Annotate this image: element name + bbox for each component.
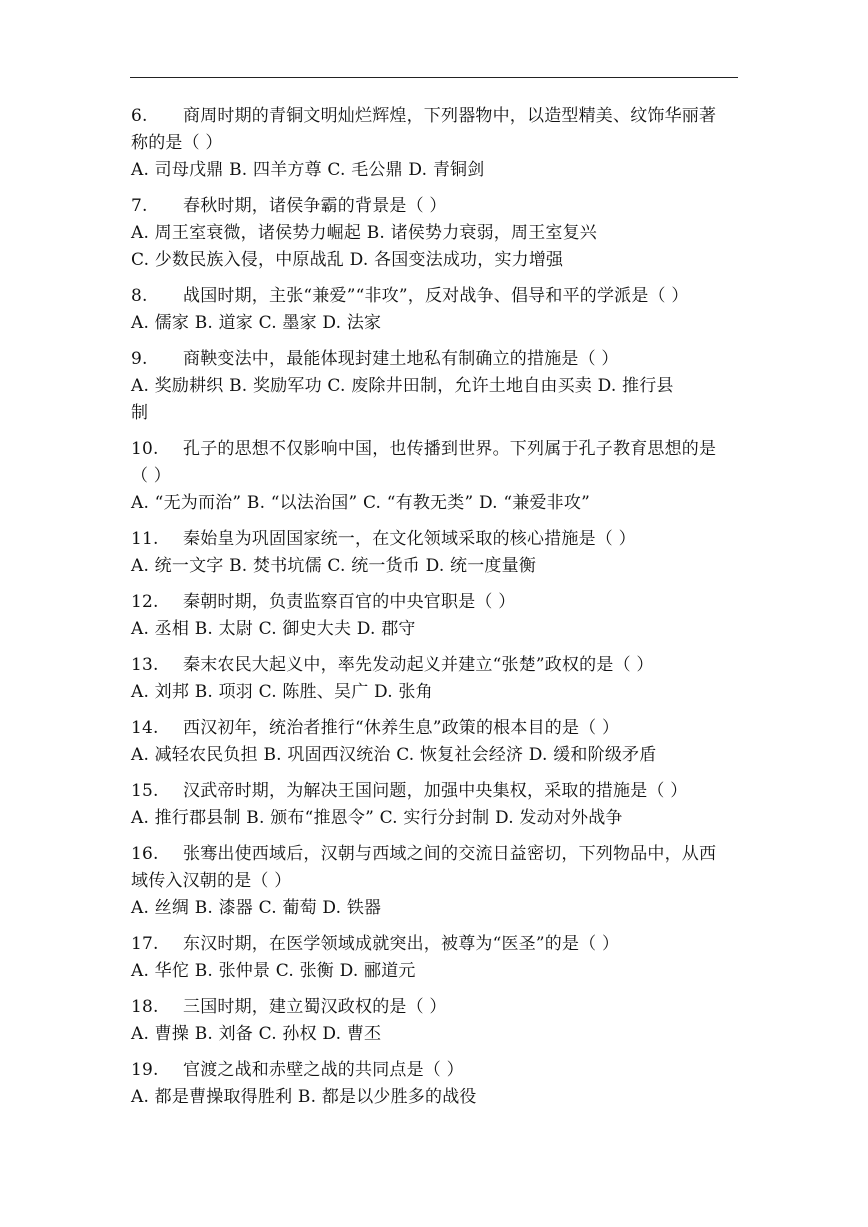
question-number: 8. (131, 286, 148, 306)
answer-options: A. 华佗 B. 张仲景 C. 张衡 D. 郦道元 (131, 961, 416, 981)
question-stem-line (131, 931, 741, 958)
question-stem: 春秋时期，诸侯争霸的背景是（ ） (183, 196, 447, 216)
question-stem-line (131, 283, 741, 310)
question-stem-line (131, 103, 741, 130)
question-stem-line (131, 526, 741, 553)
question-stem: 东汉时期，在医学领域成就突出，被尊为“医圣”的是（ ） (183, 934, 620, 954)
question-stem-line (131, 715, 741, 742)
answer-options: A. 刘邦 B. 项羽 C. 陈胜、吴广 D. 张角 (131, 682, 433, 702)
question-stem: 秦始皇为巩固国家统一，在文化领域采取的核心措施是（ ） (183, 529, 636, 549)
header-rule (130, 77, 738, 78)
question-spacer (131, 427, 741, 436)
question-16 (131, 841, 741, 922)
question-13 (131, 652, 741, 706)
answer-options: A. 减轻农民负担 B. 巩固西汉统治 C. 恢复社会经济 D. 缓和阶级矛盾 (131, 745, 657, 765)
question-spacer (131, 832, 741, 841)
question-stem: 秦朝时期，负责监察百官的中央官职是（ ） (183, 592, 516, 612)
answer-options: A. “无为而治” B. “以法治国” C. “有教无类” D. “兼爱非攻” (131, 493, 590, 513)
question-spacer (131, 922, 741, 931)
question-stem-continuation: 称的是（ ） (131, 133, 223, 153)
question-stem: 商鞅变法中，最能体现封建土地私有制确立的措施是（ ） (183, 349, 619, 369)
question-stem-line (131, 346, 741, 373)
question-spacer (131, 274, 741, 283)
question-stem-line (131, 841, 741, 868)
question-stem: 商周时期的青铜文明灿烂辉煌，下列器物中，以造型精美、纹饰华丽著 (183, 106, 717, 126)
question-list (131, 103, 741, 1111)
question-18 (131, 994, 741, 1048)
question-spacer (131, 337, 741, 346)
question-stem-continuation: 域传入汉朝的是（ ） (131, 871, 292, 891)
answer-options: A. 推行郡县制 B. 颁布“推恩令” C. 实行分封制 D. 发动对外战争 (131, 808, 623, 828)
question-17 (131, 931, 741, 985)
question-number: 17. (131, 934, 159, 954)
answer-options: C. 少数民族入侵，中原战乱 D. 各国变法成功，实力增强 (131, 250, 564, 270)
question-15 (131, 778, 741, 832)
question-number: 7. (131, 196, 148, 216)
question-stem-line (131, 994, 741, 1021)
question-number: 11. (131, 529, 159, 549)
question-number: 16. (131, 844, 159, 864)
question-stem: 官渡之战和赤壁之战的共同点是（ ） (183, 1060, 464, 1080)
question-12 (131, 589, 741, 643)
question-19 (131, 1057, 741, 1111)
question-number: 18. (131, 997, 159, 1017)
answer-options: A. 丝绸 B. 漆器 C. 葡萄 D. 铁器 (131, 898, 382, 918)
answer-options: A. 统一文字 B. 焚书坑儒 C. 统一货币 D. 统一度量衡 (131, 556, 537, 576)
question-number: 9. (131, 349, 148, 369)
question-number: 15. (131, 781, 159, 801)
question-stem-line (131, 778, 741, 805)
question-14 (131, 715, 741, 769)
question-stem-line (131, 436, 741, 463)
question-stem-line (131, 589, 741, 616)
question-spacer (131, 517, 741, 526)
question-stem-line (131, 652, 741, 679)
answer-options: A. 周王室衰微，诸侯势力崛起 B. 诸侯势力衰弱，周王室复兴 (131, 223, 597, 243)
answer-options: A. 曹操 B. 刘备 C. 孙权 D. 曹丕 (131, 1024, 382, 1044)
question-stem-line (131, 1057, 741, 1084)
question-stem-continuation: （ ） (131, 466, 172, 486)
question-spacer (131, 1048, 741, 1057)
question-stem: 西汉初年，统治者推行“休养生息”政策的根本目的是（ ） (183, 718, 620, 738)
question-spacer (131, 580, 741, 589)
answer-options: A. 丞相 B. 太尉 C. 御史大夫 D. 郡守 (131, 619, 416, 639)
question-9 (131, 346, 741, 427)
question-stem-line (131, 193, 741, 220)
question-spacer (131, 985, 741, 994)
question-8 (131, 283, 741, 337)
question-number: 12. (131, 592, 159, 612)
question-spacer (131, 706, 741, 715)
question-number: 14. (131, 718, 159, 738)
question-10 (131, 436, 741, 517)
question-number: 6. (131, 106, 148, 126)
question-spacer (131, 184, 741, 193)
question-number: 10. (131, 439, 159, 459)
question-stem: 孔子的思想不仅影响中国，也传播到世界。下列属于孔子教育思想的是 (183, 439, 717, 459)
answer-options: A. 儒家 B. 道家 C. 墨家 D. 法家 (131, 313, 382, 333)
question-stem: 汉武帝时期，为解决王国问题，加强中央集权，采取的措施是（ ） (183, 781, 688, 801)
question-11 (131, 526, 741, 580)
question-stem: 三国时期，建立蜀汉政权的是（ ） (183, 997, 447, 1017)
answer-options: A. 奖励耕织 B. 奖励军功 C. 废除井田制，允许土地自由买卖 D. 推行县 (131, 376, 674, 396)
question-stem: 张骞出使西域后，汉朝与西域之间的交流日益密切，下列物品中，从西 (183, 844, 717, 864)
question-stem: 秦末农民大起义中，率先发动起义并建立“张楚”政权的是（ ） (183, 655, 654, 675)
question-spacer (131, 769, 741, 778)
question-number: 13. (131, 655, 159, 675)
question-spacer (131, 643, 741, 652)
answer-options: 制 (131, 403, 149, 423)
question-stem: 战国时期，主张“兼爱”“非攻”，反对战争、倡导和平的学派是（ ） (183, 286, 689, 306)
question-6 (131, 103, 741, 184)
answer-options: A. 都是曹操取得胜利 B. 都是以少胜多的战役 (131, 1087, 477, 1107)
question-7 (131, 193, 741, 274)
answer-options: A. 司母戊鼎 B. 四羊方尊 C. 毛公鼎 D. 青铜剑 (131, 160, 485, 180)
question-number: 19. (131, 1060, 159, 1080)
